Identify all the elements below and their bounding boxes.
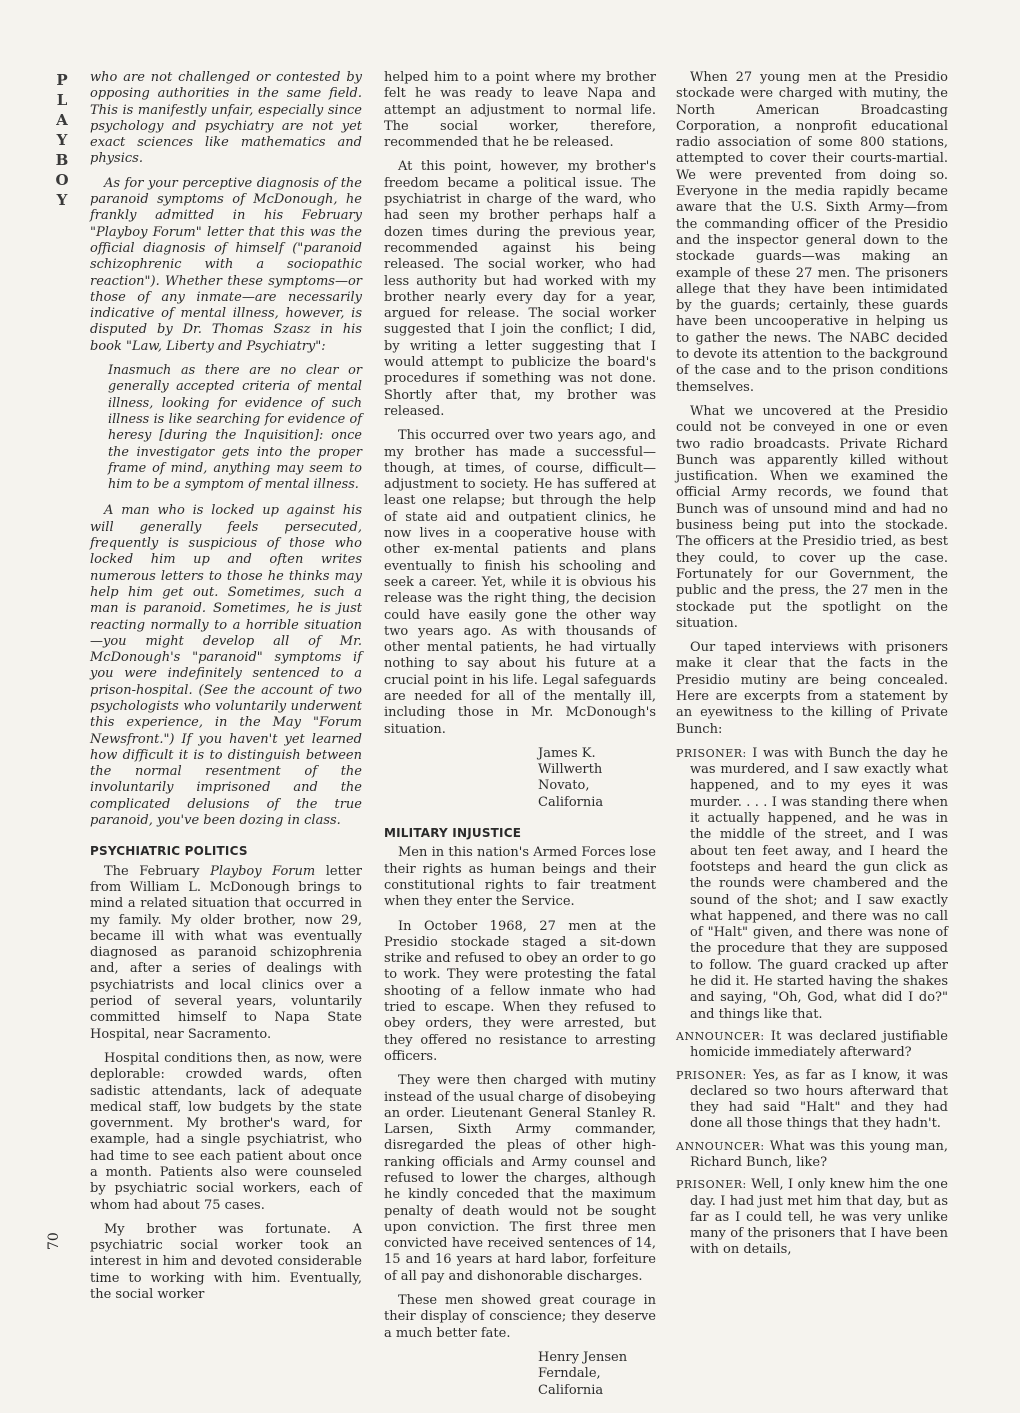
paragraph: helped him to a point where my brother felt he was ready to leave Napa and attempt an adjustment to normal life. The social worker, therefore, recommended that he be released. (384, 70, 656, 151)
speaker-label: ANNOUNCER: (676, 1029, 765, 1043)
signature-place: Ferndale, California (538, 1366, 604, 1398)
magazine-name-vertical (52, 70, 72, 210)
text-run: The February (104, 863, 211, 879)
section-heading: MILITARY INJUSTICE (384, 826, 522, 841)
paragraph: As for your perceptive diagnosis of the paranoid symptoms of McDonough, he frankly admitted in his February "Playboy Forum" letter that this was the official diagnosis of himself ("paranoid schizophrenic with a sociopathic reaction"). Whether these symptoms—or those of any inmate—are necessarily indicative of mental illness, however, is disputed by Dr. Thomas Szasz in his book "Law, Liberty and Psychiatry": (90, 175, 362, 354)
column-2 (384, 70, 656, 1413)
paragraph: Men in this nation's Armed Forces lose their rights as human beings and their constitutional rights to fair treatment when they enter the Service. (384, 845, 656, 910)
column-1 (90, 70, 362, 1311)
block-quote: Inasmuch as there are no clear or generally accepted criteria of mental illness, looking for evidence of such illness is like searching for evidence of heresy [during the Inquisition]: once the investigator gets into the proper frame of mind, anything may seem to him to be a symptom of mental illness. (108, 363, 362, 493)
paragraph: At this point, however, my brother's freedom became a political issue. The psychiatrist in charge of the ward, who had seen my brother perhaps half a dozen times during the previous year, recommended against his being released. The social worker, who had less authority but had worked with my brother nearly every day for a year, argued for release. The social worker suggested that I join the conflict; I did, by writing a letter suggesting that I would attempt to publicize the board's procedures if something was not done. Shortly after that, my brother was released. (384, 159, 656, 419)
paragraph (90, 864, 362, 1043)
transcript-entry (676, 745, 948, 1023)
transcript-entry (676, 1028, 948, 1062)
transcript-text: It was declared justifiable homicide immediately afterward? (690, 1028, 948, 1061)
magazine-letter: O (55, 171, 69, 189)
text-run: Playboy Forum (210, 863, 316, 879)
signature-block (384, 746, 656, 811)
speaker-label: PRISONER: (676, 746, 747, 760)
text-run: letter from William L. McDonough brings to mind a related situation that occurred in my family. My older brother, now 29, became ill with what was eventually diagnosed as paranoid schizophrenia and, after a series of dealings with psychiatrists and local clinics over a period of several years, voluntarily committed himself to Napa State Hospital, near Sacramento. (90, 863, 362, 1042)
paragraph: This occurred over two years ago, and my brother has made a successful—though, at times, of course, difficult—adjustment to society. He has suffered at least one relapse; but through the help of state aid and outpatient clinics, he now lives in a cooperative house with other ex-mental patients and plans eventually to finish his schooling and seek a career. Yet, while it is obvious his release was the right thing, the decision could have easily gone the other way two years ago. As with thousands of other mental patients, he had virtually nothing to say about his future at a crucial point in his life. Legal safeguards are needed for all of the mentally ill, including those in Mr. McDonough's situation. (384, 428, 656, 737)
magazine-letter: A (56, 111, 68, 129)
signature (384, 746, 656, 811)
signature-name: Henry Jensen (538, 1349, 628, 1365)
signature-place: Novato, California (538, 778, 604, 810)
paragraph: What we uncovered at the Presidio could not be conveyed in one or even two radio broadcasts. Private Richard Bunch was apparently killed without justification. When we examined the official Army records, we found that Bunch was of unsound mind and had no business being put into the stockade. The officers at the Presidio tried, as best they could, to cover up the case. Fortunately for our Government, the public and the press, the 27 men in the stockade put the spotlight on the situation. (676, 403, 948, 631)
paragraph: Hospital conditions then, as now, were deplorable: crowded wards, often sadistic attendants, lack of adequate medical staff, low budgets by the state government. My brother's ward, for example, had a single psychiatrist, who had time to see each patient about once a month. Patients also were counseled by psychiatric social workers, each of whom had about 75 cases. (90, 1050, 362, 1213)
magazine-letter: P (56, 71, 68, 89)
transcript-text: Yes, as far as I know, it was declared so two hours afterward that they had said "Halt" and they had done all those things that they hadn't. (690, 1067, 948, 1132)
speaker-label: ANNOUNCER: (676, 1139, 765, 1153)
paragraph: Our taped interviews with prisoners make it clear that the facts in the Presidio mutiny are being concealed. Here are excerpts from a statement by an eyewitness to the killing of Private Bunch: (676, 640, 948, 737)
magazine-letter: Y (56, 131, 68, 149)
transcript-text: Well, I only knew him the one day. I had just met him that day, but as far as I could tell, he was very unlike many of the prisoners that I have been with on details, (690, 1177, 948, 1258)
section-heading: PSYCHIATRIC POLITICS (90, 844, 248, 859)
paragraph: They were then charged with mutiny instead of the usual charge of disobeying an order. Lieutenant General Stanley R. Larsen, Sixth Army commander, disregarded the pleas of other high-ranking officials and Army counsel and refused to lower the charges, although he kindly conceded that the maximum penalty of death would not be sought upon conviction. The first three men convicted have received sentences of 14, 15 and 16 years at hard labor, forfeiture of all pay and dishonorable discharges. (384, 1073, 656, 1284)
magazine-letter: B (55, 151, 69, 169)
speaker-label: PRISONER: (676, 1178, 747, 1192)
signature (384, 1350, 656, 1399)
transcript-entry (676, 1177, 948, 1258)
transcript-text: What was this young man, Richard Bunch, like? (690, 1138, 948, 1170)
paragraph: My brother was fortunate. A psychiatric social worker took an interest in him and devoted considerable time to working with him. Eventually, the social worker (90, 1221, 362, 1303)
page-number: 70 (46, 1232, 62, 1250)
magazine-letter: Y (56, 191, 68, 209)
transcript-entry (676, 1138, 948, 1172)
paragraph: When 27 young men at the Presidio stockade were charged with mutiny, the North American Broadcasting Corporation, a nonprofit educational radio association of some 800 stations, attempted to cover their courts-martial. We were prevented from doing so. Everyone in the media rapidly became aware that the U.S. Sixth Army—from the commanding officer of the Presidio and the inspector general down to the stockade guards—was making an example of these 27 men. The prisoners allege that they have been intimidated by the guards; certainly, these guards have been uncooperative in helping us to gather the news. The NABC decided to devote its attention to the background of the case and to the prison conditions themselves. (676, 70, 948, 395)
paragraph: who are not challenged or contested by opposing authorities in the same field. This is manifestly unfair, especially since psychology and psychiatry are not yet exact sciences like mathematics and physics. (90, 70, 362, 167)
paragraph: In October 1968, 27 men at the Presidio stockade staged a sit-down strike and refused to obey an order to go to work. They were protesting the fatal shooting of a fellow inmate who had tried to escape. When they refused to obey orders, they were arrested, but they offered no resistance to arresting officers. (384, 918, 656, 1064)
speaker-label: PRISONER: (676, 1068, 747, 1082)
transcript-entry (676, 1067, 948, 1133)
transcript-text: I was with Bunch the day he was murdered, and I saw exactly what happened, and to my eyes it was murder. . . . I was standing there when it actually happened, and he was in the middle of the street, and I was about ten feet away, and I heard the footsteps and heard the gun click as the rounds were chambered and the sound of the shot; and I saw exactly what happened, and there was no call of "Halt" given, and there was none of the procedure that they are supposed to follow. The guard cracked up after he did it. He started having the shakes and saying, "Oh, God, what did I do?" and things like that. (690, 745, 948, 1022)
signature-block (384, 1350, 656, 1399)
paragraph: These men showed great courage in their display of conscience; they deserve a much better fate. (384, 1293, 656, 1341)
paragraph: A man who is locked up against his will generally feels persecuted, frequently is suspicious of those who locked him up and often writes numerous letters to those he thinks may help him get out. Sometimes, such a man is paranoid. Sometimes, he is just reacting normally to a horrible situation—you might develop all of Mr. McDonough's "paranoid" symptoms if you were indefinitely sentenced to a prison-hospital. (See the account of two psychologists who voluntarily underwent this experience, in the May "Forum Newsfront.") If you haven't yet learned how difficult it is to distinguish between the normal resentment of the involuntarily imprisoned and the complicated delusions of the true paranoid, you've been dozing in class. (90, 503, 362, 829)
magazine-letter: L (56, 91, 68, 109)
column-3 (676, 70, 948, 1265)
signature-name: James K. Willwerth (538, 745, 603, 778)
